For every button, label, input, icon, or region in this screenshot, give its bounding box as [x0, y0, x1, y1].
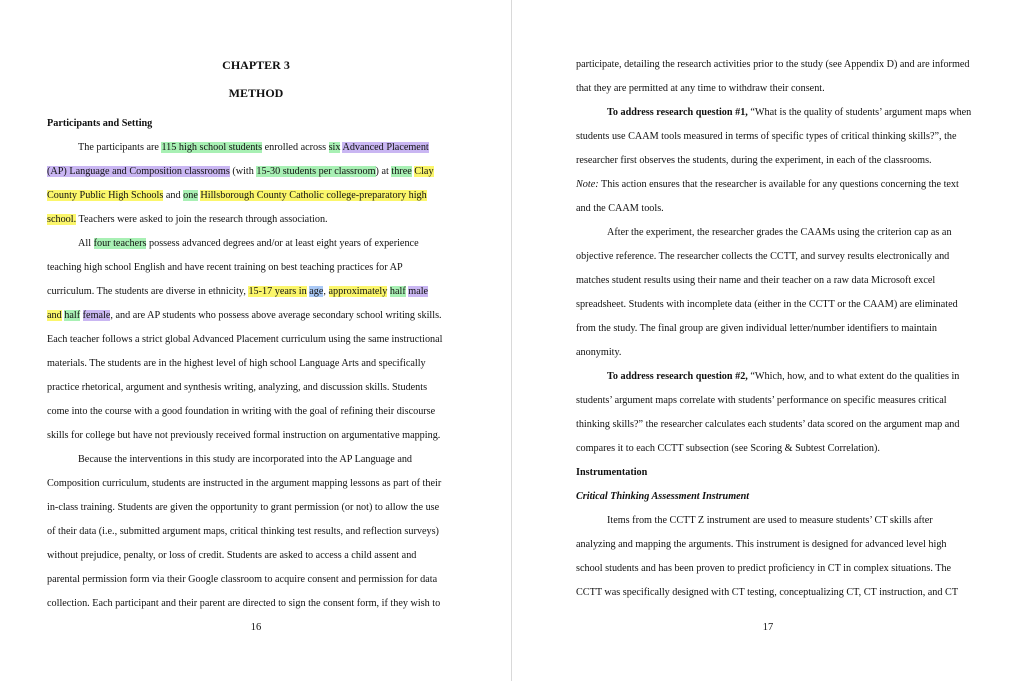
text-line: [576, 533, 986, 557]
page-number: 16: [250, 622, 262, 633]
text-line: [47, 592, 457, 616]
text-line: [576, 221, 986, 245]
text-run: Teachers were asked to join the research through association.: [76, 214, 328, 225]
highlighted-text: six: [328, 142, 341, 153]
text-run: This action ensures that the researcher is available for any questions concerning the text: [598, 179, 959, 190]
text-line: [576, 245, 986, 269]
section-heading-instrumentation: Instrumentation: [576, 467, 648, 478]
text-run: spreadsheet. Students with incomplete data (either in the CCTT or the CAAM) are eliminated: [576, 299, 958, 310]
text-run: compares it to each CCTT subsection (see Scoring & Subtest Correlation).: [576, 443, 880, 454]
text-line: [47, 544, 457, 568]
text-run: students’ argument maps correlate with students’ performance on specific measures critical: [576, 395, 947, 406]
text-run: CCTT was specifically designed with CT testing, conceptualizing CT, CT instruction, and CT: [576, 587, 959, 598]
text-run: students use CAAM tools measured in terms of specific types of critical thinking skills?”, the: [576, 131, 957, 142]
text-run: analyzing and mapping the arguments. This instrument is designed for advanced level high: [576, 539, 947, 550]
text-line: [47, 448, 457, 472]
text-run: practice rhetorical, argument and synthesis writing, analyzing, and discussion skills. Students: [47, 382, 428, 393]
highlighted-text: County Public High Schools: [47, 190, 164, 201]
text-run: from the study. The final group are given individual letter/number identifiers to maintain: [576, 323, 937, 334]
text-run: After the experiment, the researcher grades the CAAMs using the criterion cap as an: [607, 227, 952, 238]
text-line: [47, 136, 457, 160]
text-run: The participants are: [78, 142, 162, 153]
text-run: “Which, how, and to what extent do the qualities in: [747, 371, 960, 382]
text-line: [576, 269, 986, 293]
right-page-body: [576, 53, 986, 605]
highlighted-text: four teachers: [93, 238, 147, 249]
bold-label: To address research question #2,: [607, 371, 748, 382]
text-line: [47, 352, 457, 376]
text-run: thinking skills?” the researcher calculates each students’ data scored on the argument map and: [576, 419, 960, 430]
text-run: skills for college but have not previously received formal instruction on argumentative mapping.: [47, 430, 441, 441]
highlighted-text: 15-30 students per classroom: [256, 166, 376, 177]
italic-label: Note:: [576, 179, 599, 190]
text-line: [576, 581, 986, 605]
text-run: matches student results using their name and their teacher on a raw data Microsoft excel: [576, 275, 936, 286]
text-run: parental permission form via their Google classroom to acquire consent and permission for data: [47, 574, 438, 585]
highlighted-text: 115 high school students: [161, 142, 263, 153]
text-line: [47, 328, 457, 352]
text-line: [47, 472, 457, 496]
page-number: 17: [762, 622, 774, 633]
section-heading-participants: Participants and Setting: [47, 118, 153, 129]
highlighted-text: three: [391, 166, 412, 177]
text-line: [576, 341, 986, 365]
subheading-ct-instrument: Critical Thinking Assessment Instrument: [576, 491, 750, 502]
highlighted-text: Clay: [414, 166, 434, 177]
text-line: [576, 149, 986, 173]
text-run: ,: [323, 286, 329, 297]
highlighted-text: approximately: [328, 286, 388, 297]
bold-label: To address research question #1,: [607, 107, 748, 118]
text-run: objective reference. The researcher collects the CCTT, and survey results electronically and: [576, 251, 950, 262]
text-line: [576, 365, 986, 389]
text-run: materials. The students are in the highest level of high school Language Arts and specifically: [47, 358, 426, 369]
highlighted-text: half: [389, 286, 406, 297]
text-run: , and are AP students who possess above average secondary school writing skills.: [110, 310, 442, 321]
text-run: collection. Each participant and their parent are directed to sign the consent form, if they wish to: [47, 598, 441, 609]
text-line: [47, 160, 457, 184]
highlighted-text: Advanced Placement: [342, 142, 429, 153]
chapter-label: CHAPTER 3: [222, 58, 290, 72]
text-line: [47, 568, 457, 592]
text-run: Items from the CCTT Z instrument are used to measure students’ CT skills after: [607, 515, 933, 526]
text-line: [47, 304, 457, 328]
text-line: [576, 437, 986, 461]
highlighted-text: female: [82, 310, 111, 321]
text-run: without prejudice, penalty, or loss of credit. Students are asked to access a child assent and: [47, 550, 417, 561]
text-run: and the CAAM tools.: [576, 203, 664, 214]
text-line: [576, 413, 986, 437]
highlighted-text: half: [64, 310, 81, 321]
text-line: [47, 496, 457, 520]
text-run: participate, detailing the research activities prior to the study (see Appendix D) and are informed: [576, 59, 970, 70]
text-line: [576, 557, 986, 581]
text-line: [576, 173, 986, 197]
text-line: [47, 256, 457, 280]
text-run: “What is the quality of students’ argument maps when: [747, 107, 972, 118]
text-run: anonymity.: [576, 347, 622, 358]
text-line: [47, 424, 457, 448]
text-line: [47, 232, 457, 256]
text-line: [576, 197, 986, 221]
text-line: [47, 376, 457, 400]
text-line: [47, 400, 457, 424]
text-line: [576, 53, 986, 77]
page-17: [512, 0, 1024, 681]
text-run: come into the course with a good foundation in writing with the goal of refining their discourse: [47, 406, 436, 417]
text-line: [576, 125, 986, 149]
text-run: (with: [229, 166, 257, 177]
text-line: [47, 184, 457, 208]
text-run: Because the interventions in this study are incorporated into the AP Language and: [78, 454, 413, 465]
text-run: ) at: [375, 166, 392, 177]
text-line: [576, 101, 986, 125]
text-run: Composition curriculum, students are instructed in the argument mapping lessons as part of their: [47, 478, 442, 489]
text-run: teaching high school English and have recent training on best teaching practices for AP: [47, 262, 403, 273]
highlighted-text: and: [47, 310, 62, 321]
text-run: possess advanced degrees and/or at least eight years of experience: [146, 238, 419, 249]
text-line: [576, 389, 986, 413]
highlighted-text: 15-17 years in: [248, 286, 307, 297]
text-run: and: [163, 190, 184, 201]
text-run: school students and has been proven to predict proficiency in CT in complex situations. The: [576, 563, 952, 574]
text-line: [47, 208, 457, 232]
left-page-body: [47, 112, 457, 616]
highlighted-text: (AP) Language and Composition classrooms: [47, 166, 230, 177]
text-line: [576, 509, 986, 533]
text-line: [576, 77, 986, 101]
text-run: in-class training. Students are given the opportunity to grant permission (or not) to allow the use: [47, 502, 440, 513]
highlighted-text: one: [183, 190, 198, 201]
text-run: Each teacher follows a strict global Advanced Placement curriculum using the same instructional: [47, 334, 443, 345]
text-run: researcher first observes the students, during the experiment, in each of the classrooms.: [576, 155, 932, 166]
chapter-title: METHOD: [228, 86, 284, 100]
highlighted-text: age: [309, 286, 324, 297]
highlighted-text: male: [408, 286, 429, 297]
text-line: [47, 280, 457, 304]
text-run: curriculum. The students are diverse in ethnicity,: [47, 286, 249, 297]
text-run: that they are permitted at any time to withdraw their consent.: [576, 83, 825, 94]
text-run: All: [78, 238, 94, 249]
text-run: of their data (i.e., submitted argument maps, critical thinking test results, and reflection surveys): [47, 526, 439, 537]
highlighted-text: Hillsborough County Catholic college-preparatory high: [200, 190, 427, 201]
text-run: enrolled across: [262, 142, 329, 153]
text-line: [576, 293, 986, 317]
highlighted-text: school.: [47, 214, 77, 225]
text-line: [47, 520, 457, 544]
text-line: [576, 317, 986, 341]
